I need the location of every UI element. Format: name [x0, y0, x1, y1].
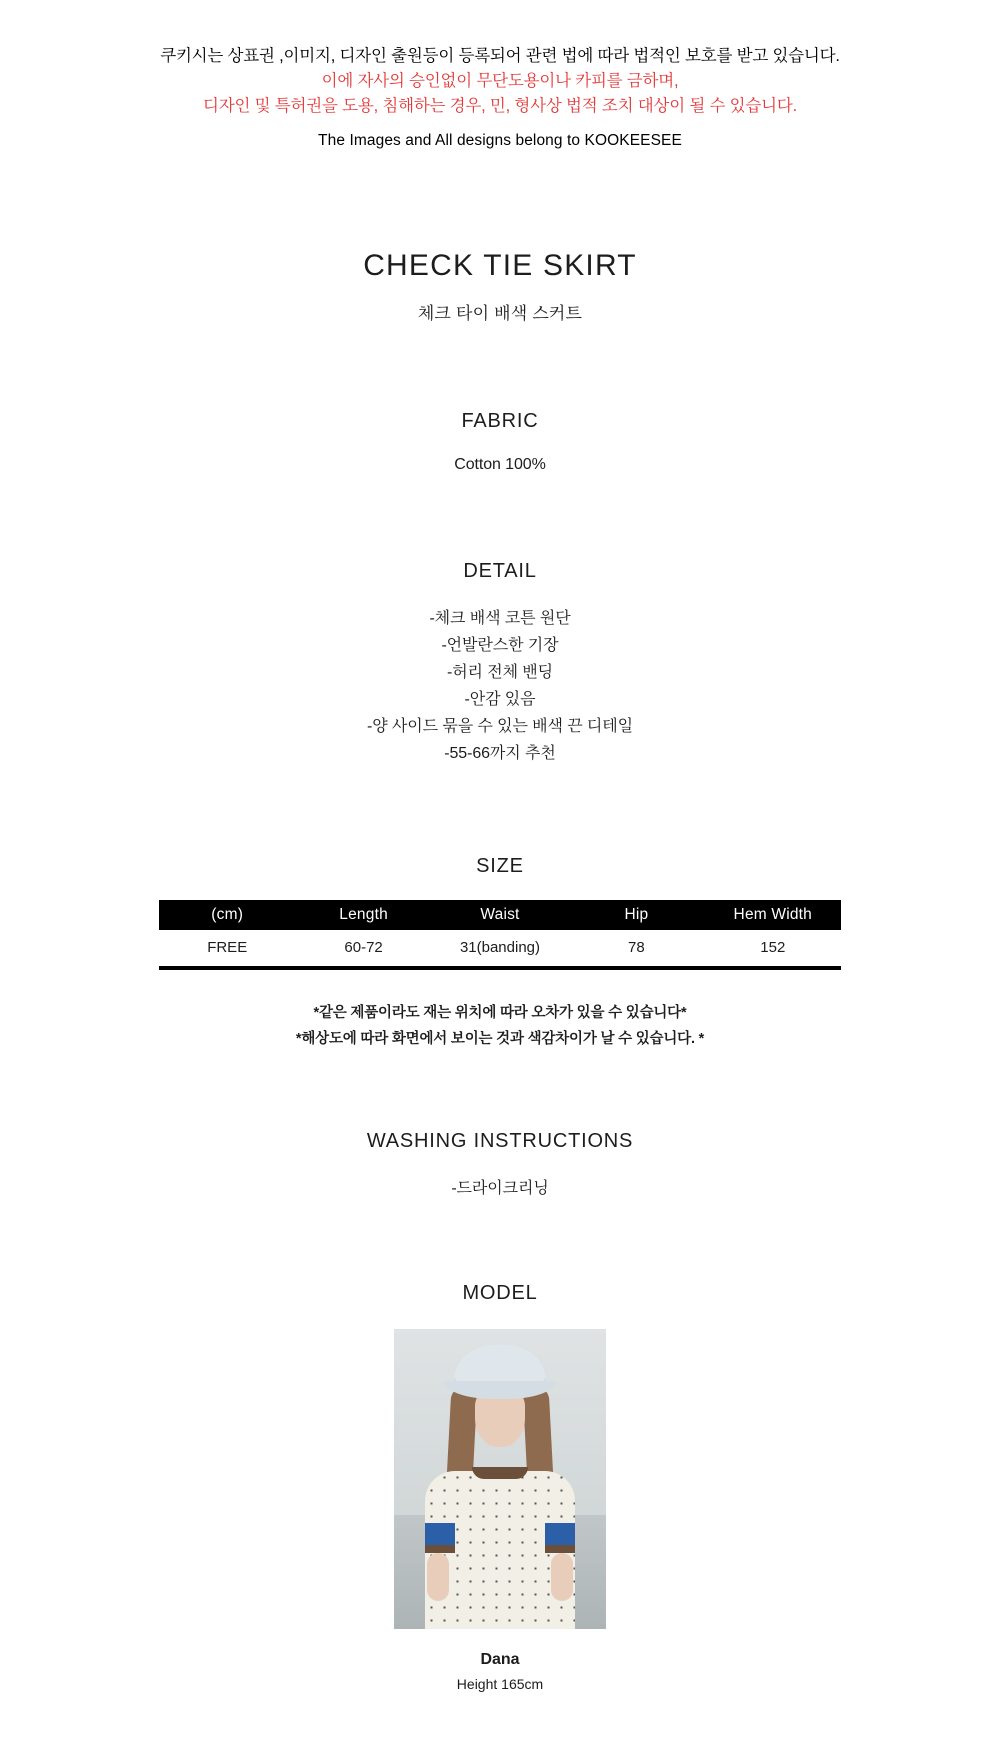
dress-sleeve-right: [545, 1523, 575, 1545]
detail-item: -양 사이드 묶을 수 있는 배색 끈 디테일: [367, 718, 633, 735]
fabric-section: [0, 410, 1000, 478]
model-section: [0, 1282, 1000, 1692]
size-table-wrapper: [159, 900, 841, 970]
detail-item: -체크 배색 코튼 원단: [429, 610, 571, 627]
dress-sleeve-left: [425, 1523, 455, 1545]
size-notes: [0, 1000, 1000, 1052]
column-header-hip: Hip: [568, 900, 704, 930]
table-header-row: [159, 900, 841, 930]
fabric-heading: FABRIC: [461, 410, 539, 432]
table-bottom-rule: [159, 966, 841, 970]
size-heading: SIZE: [476, 855, 524, 877]
product-title-block: [0, 249, 1000, 324]
detail-list: [0, 605, 1000, 767]
detail-item: -언발란스한 기장: [441, 637, 559, 654]
detail-item: -안감 있음: [464, 691, 536, 708]
cell-hip: 78: [568, 930, 704, 966]
table-row: [159, 930, 841, 966]
column-header-waist: Waist: [432, 900, 568, 930]
model-height: Height 165cm: [456, 1676, 544, 1692]
notice-line-4: The Images and All designs belong to KOOKEESEE: [318, 132, 682, 149]
notice-line-2: 이에 자사의 승인없이 무단도용이나 카피를 금하며,: [321, 72, 679, 90]
column-header-length: Length: [295, 900, 431, 930]
detail-heading: DETAIL: [463, 560, 537, 582]
model-heading: MODEL: [462, 1282, 538, 1304]
notice-line-3: 디자인 및 특허권을 도용, 침해하는 경우, 민, 형사상 법적 조치 대상이 될 수 있습니다.: [203, 97, 797, 115]
bottom-spacer: [0, 1692, 1000, 1752]
detail-item: -허리 전체 밴딩: [446, 664, 554, 681]
washing-heading: WASHING INSTRUCTIONS: [366, 1130, 634, 1152]
column-header-unit: (cm): [159, 900, 295, 930]
size-table: [159, 900, 841, 966]
page-subtitle: 체크 타이 배색 스커트: [417, 304, 583, 323]
washing-section: [0, 1130, 1000, 1202]
copyright-notice: [0, 0, 1000, 153]
cell-size-name: FREE: [159, 930, 295, 966]
model-dress: [425, 1471, 575, 1629]
cell-hem-width: 152: [705, 930, 841, 966]
model-arm-right: [551, 1553, 573, 1601]
model-arm-left: [427, 1553, 449, 1601]
column-header-hem-width: Hem Width: [705, 900, 841, 930]
model-name: Dana: [480, 1651, 520, 1668]
cell-length: 60-72: [295, 930, 431, 966]
model-photo: [394, 1329, 606, 1629]
dress-collar: [472, 1467, 528, 1479]
detail-item: -55-66까지 추천: [444, 745, 556, 762]
size-section: [0, 855, 1000, 1052]
cell-waist: 31(banding): [432, 930, 568, 966]
detail-section: [0, 560, 1000, 767]
fabric-value: Cotton 100%: [454, 456, 546, 473]
size-note: *해상도에 따라 화면에서 보이는 것과 색감차이가 날 수 있습니다. *: [295, 1031, 705, 1047]
notice-line-1: 쿠키시는 상표권 ,이미지, 디자인 출원등이 등록되어 관련 법에 따라 법적인 보호를 받고 있습니다.: [160, 47, 840, 65]
washing-value: -드라이크리닝: [451, 1180, 549, 1197]
page-title: CHECK TIE SKIRT: [363, 249, 637, 282]
size-note: *같은 제품이라도 재는 위치에 따라 오차가 있을 수 있습니다*: [313, 1005, 687, 1021]
